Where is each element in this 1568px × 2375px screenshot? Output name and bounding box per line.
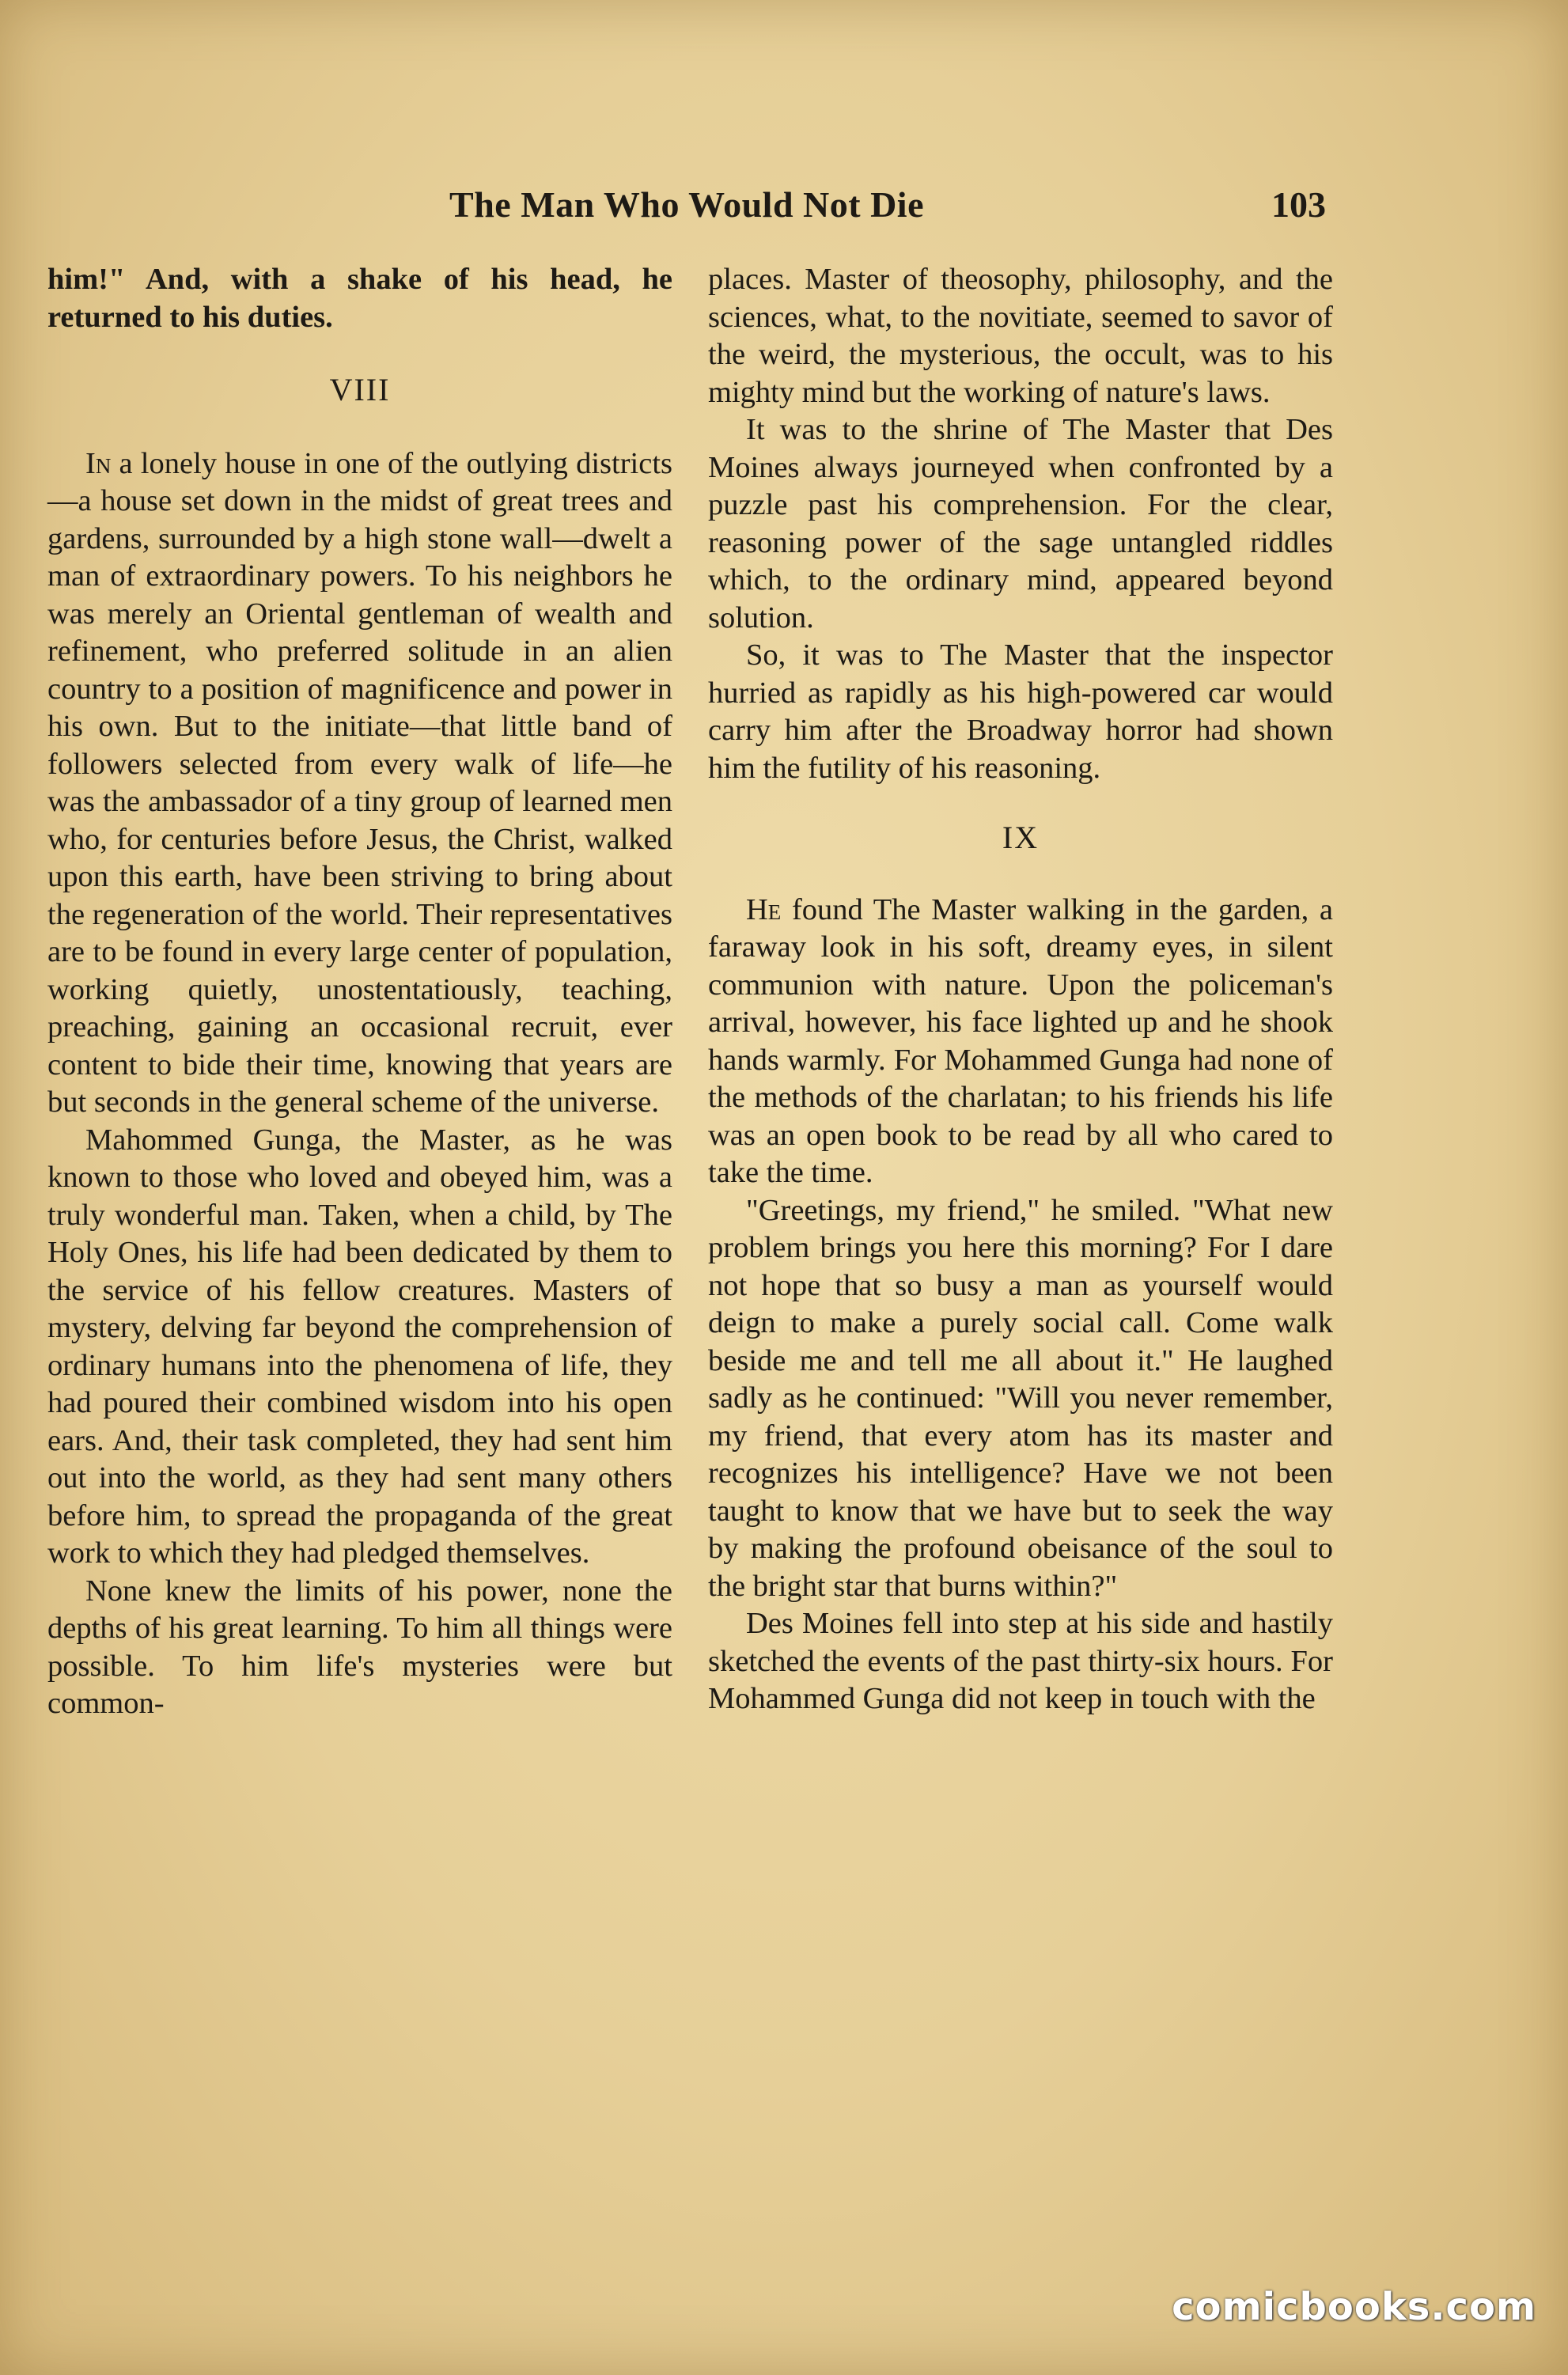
drop-word: He: [746, 892, 782, 926]
paragraph: "Greetings, my friend," he smiled. "What new problem brings you here this morning? For I dare not hope that so busy a man as yourself would deign to make a purely social call. Come walk beside me and tell me all about it." He laughed sadly as he continued: "Will you never remember, my friend, that every atom has its master and recognizes his intelligence? Have we not been taught to know that we have but to seek the way by making the profound obeisance of the soul to the bright star that burns within?": [708, 1193, 1333, 1603]
paragraph: Mahommed Gunga, the Master, as he was known to those who loved and obeyed him, was a truly wonderful man. Taken, when a child, by The Holy Ones, his life had been dedicated by them to the service of his fellow creatures. Masters of mystery, delving far beyond the comprehension of ordinary humans into the phenomena of life, they had poured their combined wisdom into his open ears. And, their task completed, they had sent him out into the world, as they had sent many others before him, to spread the propaganda of the great work to which they had pledged themselves.: [47, 1123, 672, 1570]
page-header: [47, 184, 1326, 247]
page-number: 103: [1271, 184, 1326, 225]
paragraph: [47, 445, 672, 1122]
paragraph-text: found The Master walking in the garden, a faraway look in his soft, dreamy eyes, in silent communion with nature. Upon the policeman's arrival, however, his face lighted up and he shook hands warmly. For Mohammed Gunga had none of the methods of the charlatan; to his friends his life was an open book to be read by all who cared to take the time.: [708, 892, 1333, 1189]
watermark: comicbooks.com: [1172, 2285, 1536, 2329]
paragraph: Des Moines fell into step at his side and hastily sketched the events of the past thirty-six hours. For Mohammed Gunga did not keep in touch with the: [708, 1607, 1333, 1715]
lead-paragraph: him!" And, with a shake of his head, he returned to his duties.: [47, 263, 672, 334]
paragraph: [708, 892, 1333, 1192]
left-column: [47, 261, 672, 1723]
paragraph: It was to the shrine of The Master that Des Moines always journeyed when confronted by a puzzle past his comprehension. For the clear, reasoning power of the sage untangled riddles which, to the ordinary mind, appeared beyond solution.: [708, 413, 1333, 634]
section-heading-viii: VIII: [329, 372, 391, 407]
paragraph: None knew the limits of his power, none the depths of his great learning. To him all things were possible. To him life's mysteries were but common-: [47, 1574, 672, 1720]
paragraph: So, it was to The Master that the inspector hurried as rapidly as his high-powered car would carry him after the Broadway horror had shown him the futility of his reasoning.: [708, 638, 1333, 785]
paragraph-text: a lonely house in one of the outlying districts—a house set down in the midst of great trees and gardens, surrounded by a high stone wall—dwelt a man of extraordinary powers. To his neighbors he was merely an Oriental gentleman of wealth and refinement, who preferred solitude in an alien country to a position of magnificence and power in his own. But to the initiate—that little band of followers selected from every walk of life—he was the ambassador of a tiny group of learned men who, for centuries before Jesus, the Christ, walked upon this earth, have been striving to bring about the regeneration of the world. Their representatives are to be found in every large center of population, working quietly, unostentatiously, teaching, preaching, gaining an occasional recruit, ever content to bide their time, knowing that years are but seconds in the general scheme of the universe.: [47, 446, 672, 1119]
section-heading-ix: IX: [1002, 820, 1040, 855]
drop-word: In: [85, 446, 112, 480]
paragraph: places. Master of theosophy, philosophy, and the sciences, what, to the novitiate, seemed to savor of the weird, the mysterious, the occult, was to his mighty mind but the working of nature's laws.: [708, 263, 1333, 409]
right-column: [708, 261, 1333, 1718]
running-title: The Man Who Would Not Die: [449, 184, 924, 225]
